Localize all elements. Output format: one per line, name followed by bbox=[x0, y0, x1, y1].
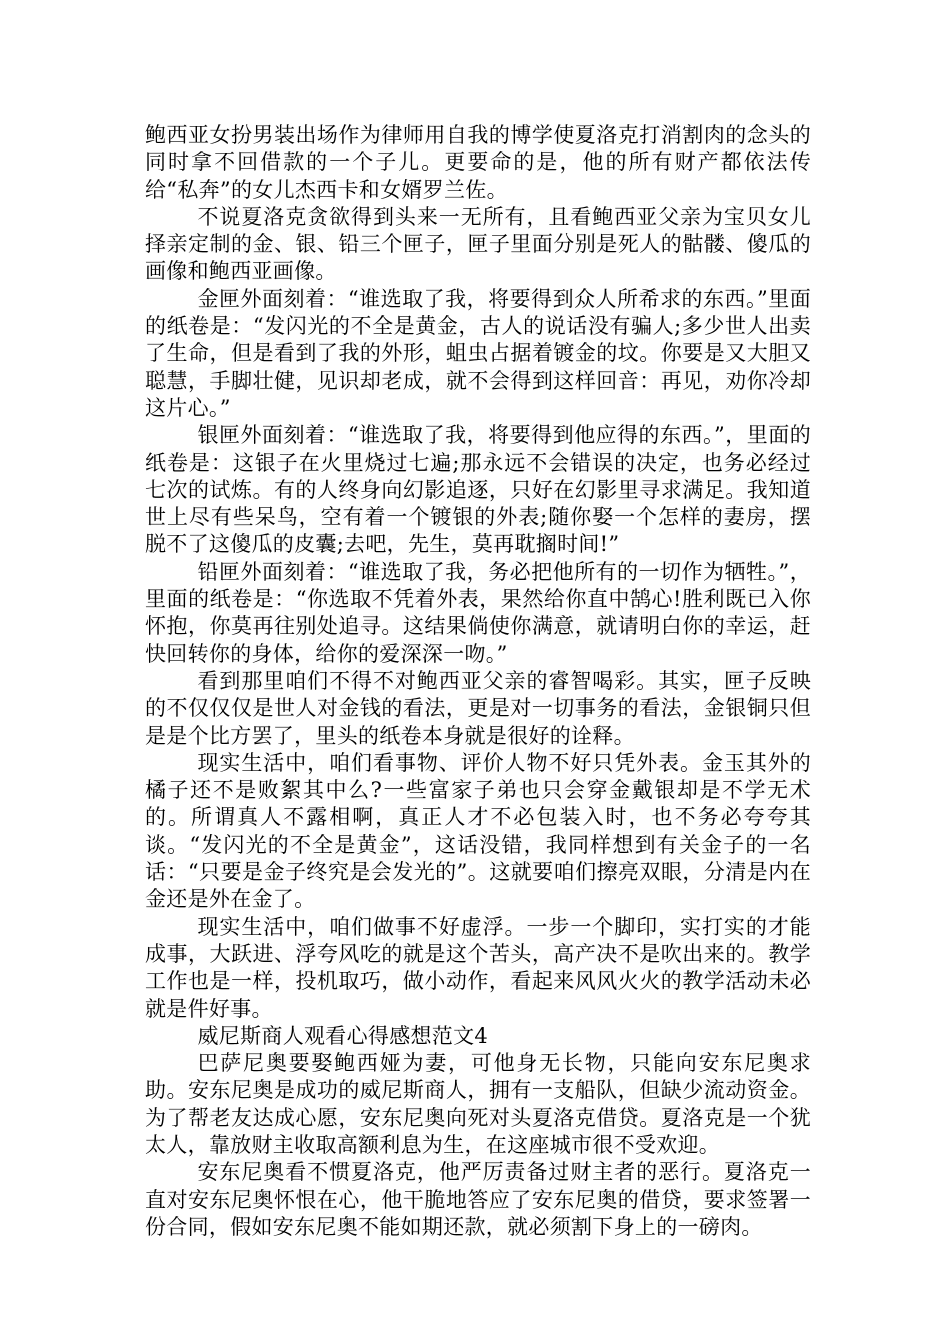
paragraph: 安东尼奥看不惯夏洛克，他严厉责备过财主者的恶行。夏洛克一直对安东尼奥怀恨在心，他干脆地答应了安东尼奥的借贷，要求签署一份合同，假如安东尼奥不能如期还款，就必须割下身上的一磅肉。 bbox=[145, 1160, 811, 1239]
paragraph: 鲍西亚女扮男装出场作为律师用自我的博学使夏洛克打消割肉的念头的同时拿不回借款的一个子儿。更要命的是，他的所有财产都依法传给“私奔”的女儿杰西卡和女婿罗兰佐。 bbox=[145, 123, 811, 202]
paragraph: 巴萨尼奥要娶鲍西娅为妻，可他身无长物，只能向安东尼奥求助。安东尼奥是成功的威尼斯商人，拥有一支船队，但缺少流动资金。为了帮老友达成心愿，安东尼奥向死对头夏洛克借贷。夏洛克是一个犹太人，靠放财主收取高额利息为生，在这座城市很不受欢迎。 bbox=[145, 1051, 811, 1157]
paragraph: 看到那里咱们不得不对鲍西亚父亲的睿智喝彩。其实，匣子反映的不仅仅仅是世人对金钱的看法，更是对一切事务的看法，金银铜只但是是个比方罢了，里头的纸卷本身就是很好的诠释。 bbox=[145, 668, 811, 748]
paragraph: 现实生活中，咱们做事不好虚浮。一步一个脚印，实打实的才能成事，大跃进、浮夸风吃的就是这个苦头，高产决不是吹出来的。教学工作也是一样，投机取巧，做小动作，看起来风风火火的教学活动未必就是件好事。 bbox=[145, 914, 811, 1021]
document-body bbox=[145, 122, 811, 1241]
section-heading: 威尼斯商人观看心得感想范文4 bbox=[197, 1023, 489, 1048]
paragraph: 现实生活中，咱们看事物、评价人物不好只凭外表。金玉其外的橘子还不是败絮其中么?一些富家子弟也只会穿金戴银却是不学无术的。所谓真人不露相啊，真正人才不必包装入时，也不务必夸夸其谈。“发闪光的不全是黄金”，这话没错，我同样想到有关金子的一名话：“只要是金子终究是会发光的”。这就要咱们擦亮双眼，分清是内在金还是外在金了。 bbox=[145, 750, 811, 912]
paragraph: 金匣外面刻着：“谁选取了我，将要得到众人所希求的东西。”里面的纸卷是：“发闪光的不全是黄金，古人的说话没有骗人;多少世人出卖了生命，但是看到了我的外形，蛆虫占据着镀金的坟。你要是又大胆又聪慧，手脚壮健，见识却老成，就不会得到这样回音：再见，劝你冷却这片心。” bbox=[145, 286, 811, 420]
paragraph: 不说夏洛克贪欲得到头来一无所有，且看鲍西亚父亲为宝贝女儿择亲定制的金、银、铅三个匣子，匣子里面分别是死人的骷髅、傻瓜的画像和鲍西亚画像。 bbox=[145, 204, 811, 284]
paragraph: 银匣外面刻着：“谁选取了我，将要得到他应得的东西。”，里面的纸卷是：这银子在火里烧过七遍;那永远不会错误的决定，也务必经过七次的试炼。有的人终身向幻影追逐，只好在幻影里寻求满足。我知道世上尽有些呆鸟，空有着一个镀银的外表;随你娶一个怎样的妻房，摆脱不了这傻瓜的皮囊;去吧，先生，莫再耽搁时间!” bbox=[145, 423, 811, 557]
paragraph: 铅匣外面刻着：“谁选取了我，务必把他所有的一切作为牺牲。”，里面的纸卷是：“你选取不凭着外表，果然给你直中鹄心!胜利既已入你怀抱，你莫再往别处追寻。这结果倘使你满意，就请明白你的幸运，赶快回转你的身体，给你的爱深深一吻。” bbox=[145, 559, 811, 666]
